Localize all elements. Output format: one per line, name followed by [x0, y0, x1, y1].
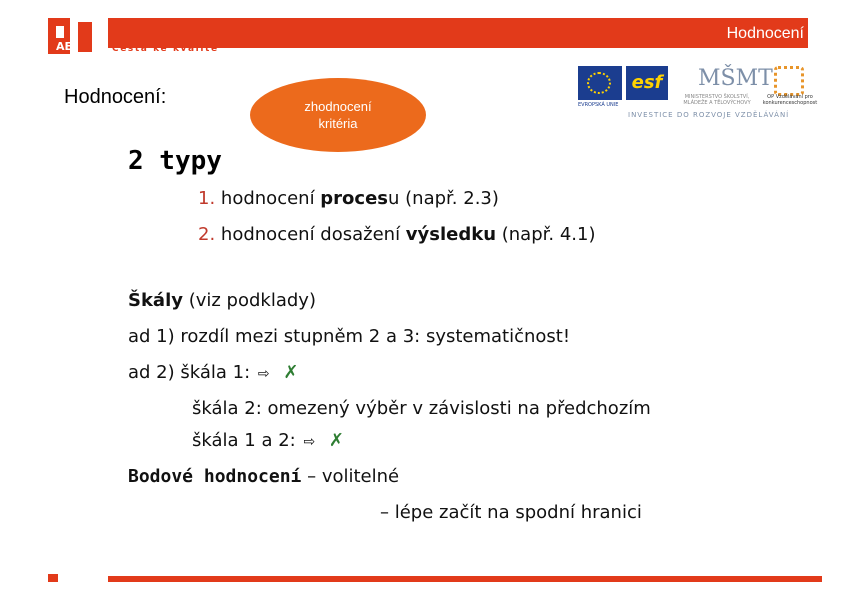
logo-text: AE: [56, 40, 73, 53]
left-heading: Hodnocení:: [64, 86, 167, 108]
arrow-icon: ⇨: [257, 366, 270, 382]
tagline: Cesta ke kvalitě: [112, 44, 219, 54]
oval-line1: zhodnocení: [304, 99, 372, 114]
points-bold: Bodové hodnocení: [128, 466, 302, 487]
scales-rest: (viz podklady): [182, 290, 316, 311]
header-title: Hodnocení: [726, 25, 804, 42]
scales-ad2-text: ad 2) škála 1:: [128, 362, 251, 383]
points-rest: – volitelné: [301, 466, 400, 487]
logo-strip: [78, 22, 92, 52]
list-text: hodnocení: [220, 188, 321, 209]
footer-bar: [108, 576, 822, 582]
arrow-icon: ⇨: [303, 434, 316, 450]
scales-ad1: ad 1) rozdíl mezi stupněm 2 a 3: systematičnost!: [128, 326, 571, 347]
scales-bold: Škály: [128, 290, 183, 311]
points-line: [128, 466, 399, 487]
list-text-end: (např. 4.1): [496, 224, 596, 245]
list-text: hodnocení dosažení: [220, 224, 406, 245]
eu-caption: EVROPSKÁ UNIE: [578, 102, 619, 108]
list-bold: proces: [320, 188, 389, 209]
list-text-end: u (např. 2.3): [388, 188, 499, 209]
list-item: [198, 188, 499, 209]
invest-text: INVESTICE DO ROZVOJE VZDĚLÁVÁNÍ: [628, 111, 790, 119]
scales-scale12: [192, 430, 344, 451]
list-number: 2.: [198, 224, 216, 245]
list-number: 1.: [198, 188, 216, 209]
logo-notch: [56, 26, 64, 38]
footer-square: [48, 574, 58, 582]
op-logo-icon: [774, 66, 804, 96]
scales-title: [128, 290, 316, 311]
msmt-caption: MINISTERSTVO ŠKOLSTVÍ, MLÁDEŽE A TĚLOVÝCHOVY: [683, 94, 751, 106]
list-bold: výsledku: [405, 224, 497, 245]
scales-scale12-text: škála 1 a 2:: [192, 430, 296, 451]
cross-icon: ✗: [328, 430, 345, 451]
esf-logo: esf: [626, 66, 668, 100]
list-item: [198, 224, 595, 245]
oval-line2: kritéria: [318, 116, 358, 131]
eu-flag-icon: [578, 66, 622, 100]
eu-stars-icon: [587, 72, 611, 94]
msmt-logo: MŠMT: [698, 66, 773, 91]
scales-ad2: [128, 362, 298, 383]
op-caption: OP Vzdělávání pro konkurenceschopnost: [762, 94, 818, 106]
points-line2: – lépe začít na spodní hranici: [380, 502, 642, 523]
criteria-oval: [250, 78, 426, 152]
scales-scale2: škála 2: omezený výběr v závislosti na předchozím: [192, 398, 651, 419]
section-title: 2 typy: [128, 146, 222, 176]
cross-icon: ✗: [283, 362, 299, 383]
